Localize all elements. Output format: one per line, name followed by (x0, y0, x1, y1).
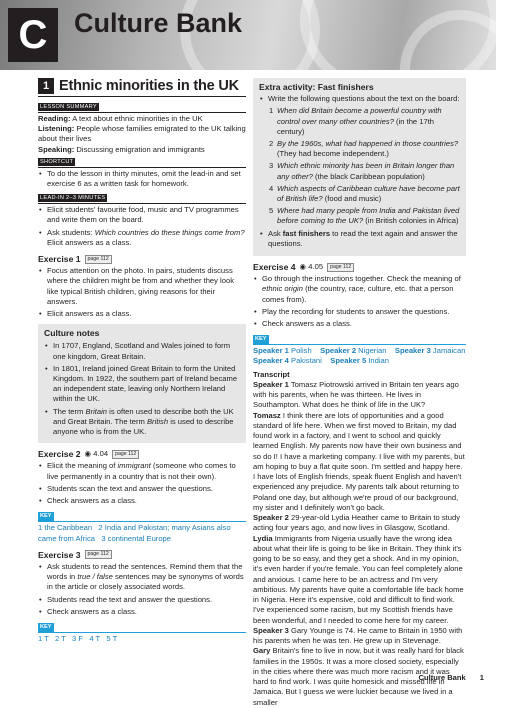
transcript-title: Transcript (253, 369, 290, 379)
lesson-title: Ethnic minorities in the UK (59, 77, 239, 94)
shortcut-item: • To do the lesson in thirty minutes, omit the lead-in and set exercise 6 as a written task for homework. (38, 169, 246, 189)
fast-intro: • Write the following questions about the text on the board: (259, 94, 460, 104)
page-footer: Culture Bank 1 (418, 673, 484, 682)
lesson-heading (38, 78, 246, 97)
transcript-body: Speaker 1 Tomasz Piotrowski arrived in Britain ten years ago with his parents, when he was thirteen. He lives in Southampton. What does he think of life in the UK? Tomasz I think there are lots of opportunities and a good standard of life here. When we first moved to Britain, my dad found work in a factory, and I went to school and quickly learned English. My parents now have their own business and so do I! I have a marketing company. I live with my parents, but am hoping to buy a flat quite soon. I'm settled and happy here. I have lots of English friends, speak fluent English and haven't experienced any prejudice. My parents talk about returning to Poland one day, but although we're proud of our background, my sister and I definitely won't go back. Speaker 2 29-year-old Lydia Heather came to Britain to study acting four years ago, and now lives in Glasgow, Scotland. Lydia Immigrants from Nigeria usually have the wrong idea about what their life is going to be like in Britain. They think it's going to be so easy, and they get a shock. And in my opinion, it's even harder if you're female. You can feel completely alone and anxious. I came here to be an actress and I'm very ambitious. My parents have quite a comfortable life back home in Nigeria. Here it's expensive, cold and difficult to find work. I've experienced some racism, but my Scottish friends have been wonderful, and I needed to come here for my career. Speaker 3 Gary Younge is 74. He came to Britain in 1950 with his parents when he was ten. He grew up in Stevenage. Gary Britain's fine to live in now, but it was really hard for black families in the 1950s. It was a more closed society, especially in the cities where there was much more racism and it was hard to find work. I was quite homesick and missed life in Jamaica. But I guess we were luckier because we lived in a smaller (253, 379, 465, 707)
summary-listening: Listening: People whose families emigrated to the UK talking about their lives (38, 124, 246, 144)
exercise-3-key: 1 T 2 T 3 F 4 T 5 T (38, 633, 118, 643)
summary-reading: Reading: A text about ethnic minorities in the UK (38, 114, 203, 123)
fast-outro: • Ask fast finishers to read the text again and answer the questions. (259, 229, 460, 249)
key-badge: KEY (255, 336, 267, 343)
culture-note: • In 1707, England, Scotland and Wales joined to form one kingdom, Great Britain. (44, 341, 240, 361)
audio-icon: ◉ 4.05 (299, 262, 324, 272)
page-title: Culture Bank (74, 8, 243, 38)
audio-icon: ◉ 4.04 (84, 449, 109, 459)
fast-question: 1 When did Britain become a powerful country with control over many other countries? (in the 17th century) (259, 106, 460, 137)
page-number: 1 (479, 673, 484, 682)
right-column (253, 78, 466, 708)
exercise-2-item: • Elicit the meaning of immigrant (someone who comes to live permanently in a country that is not their own). (38, 461, 246, 481)
fast-question: 4 Which aspects of Caribbean culture have become part of British life? (food and music) (259, 184, 460, 204)
culture-notes (38, 324, 246, 443)
exercise-4-item: • Play the recording for students to answer the questions. (253, 307, 466, 317)
fast-question: 3 Which ethnic minority has been in Britain longer than any other? (the black Caribbean population) (259, 161, 460, 181)
page-reference: page 112 (327, 263, 354, 272)
key-badge: KEY (40, 513, 52, 520)
exercise-3-item: • Check answers as a class. (38, 607, 246, 617)
exercise-2-item: • Check answers as a class. (38, 496, 246, 506)
fast-question: 5 Where had many people from India and Pakistan lived before coming to the UK? (in British colonies in Africa) (259, 206, 460, 226)
culture-notes-title: Culture notes (44, 328, 100, 339)
exercise-4-key: Speaker 1 Polish Speaker 2 Nigerian Speaker 3 Jamaican (253, 346, 466, 356)
left-column (38, 78, 246, 644)
exercise-3-item: • Students read the text and answer the questions. (38, 595, 246, 605)
page-reference: page 112 (85, 550, 112, 559)
exercise-3-heading: Exercise 3 page 112 (38, 550, 246, 560)
exercise-2-heading: Exercise 2 ◉ 4.04 page 112 (38, 449, 246, 459)
shortcut-tag: SHORTCUT (40, 158, 74, 165)
exercise-4-item: • Check answers as a class. (253, 319, 466, 329)
fast-finishers-box (253, 78, 466, 256)
lesson-number: 1 (38, 78, 54, 94)
culture-note: • The term Britain is often used to describe both the UK and Great Britain. The term British is used to describe anyone who is from the UK. (44, 407, 240, 438)
lesson-summary-tag: LESSON SUMMARY (40, 104, 97, 110)
section-letter: C (8, 8, 58, 62)
exercise-3-item: • Ask students to read the sentences. Remind them that the words in true / false sentences may be synonyms of words in the article or closely associated words. (38, 562, 246, 593)
exercise-2-item: • Students scan the text and answer the questions. (38, 484, 246, 494)
leadin-item: • Ask students: Which countries do these things come from? Elicit answers as a class. (38, 228, 246, 248)
page-reference: page 112 (85, 255, 112, 264)
exercise-1-heading: Exercise 1 page 112 (38, 254, 246, 264)
page-reference: page 112 (112, 450, 139, 459)
culture-note: • In 1801, Ireland joined Great Britain to form the United Kingdom. In 1922, the southern part of Ireland became an independent state, leaving only Northern Ireland within the UK. (44, 364, 240, 405)
exercise-1-item: • Focus attention on the photo. In pairs, students discuss where the children might be from and whether they look like typical British children, giving reasons for their answers. (38, 266, 246, 307)
key-badge: KEY (40, 623, 52, 630)
leadin-item: • Elicit students' favourite food, music and TV programmes and write them on the board. (38, 205, 246, 225)
leadin-tag: LEAD-IN 2–3 MINUTES (40, 195, 106, 202)
exercise-4-item: • Go through the instructions together. Check the meaning of ethnic origin (the country, race, culture, etc. that a person comes from). (253, 274, 466, 305)
summary-speaking: Speaking: Discussing emigration and immigrants (38, 144, 205, 154)
fast-question: 2 By the 1960s, what had happened in those countries? (They had become independent.) (259, 139, 460, 159)
exercise-1-item: • Elicit answers as a class. (38, 309, 246, 319)
exercise-2-key: 1 the Caribbean 2 India and Pakistan; many Asians also came from Africa 3 continental Europe (38, 523, 231, 543)
exercise-4-key: Speaker 4 Pakistani Speaker 5 Indian (253, 356, 390, 366)
fast-finishers-title: Extra activity: Fast finishers (259, 82, 374, 92)
page-header (0, 0, 496, 70)
exercise-4-heading: Exercise 4 ◉ 4.05 page 112 (253, 262, 466, 272)
